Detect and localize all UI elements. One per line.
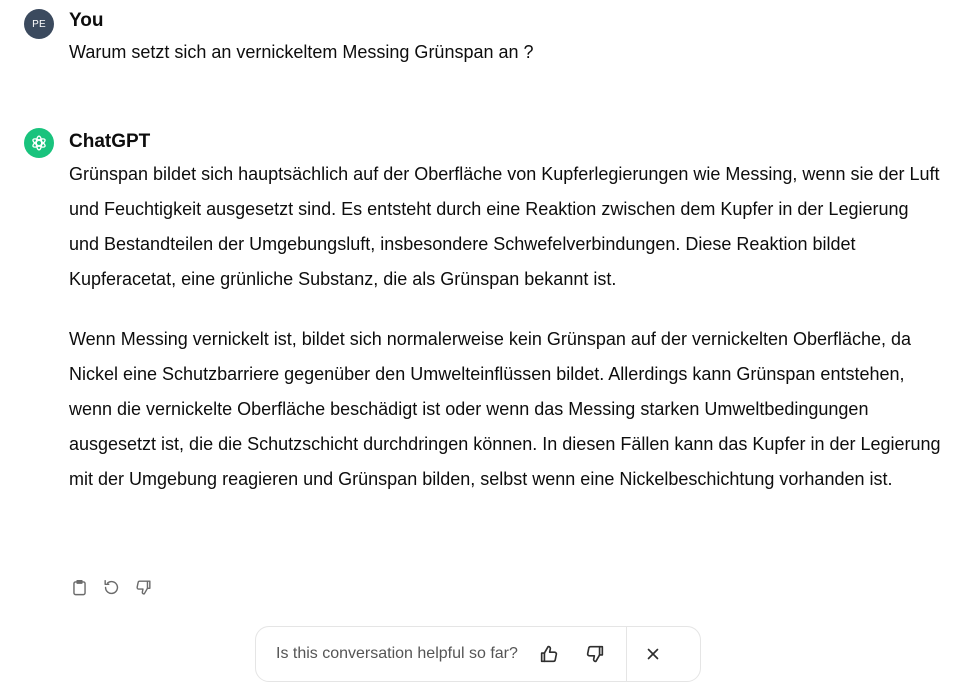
- feedback-question: Is this conversation helpful so far?: [276, 645, 518, 662]
- assistant-message-text: [69, 157, 943, 522]
- user-avatar: [24, 9, 54, 39]
- thumbs-down-icon[interactable]: [581, 640, 609, 668]
- feedback-divider: [626, 627, 627, 681]
- user-author-name: You: [69, 10, 104, 31]
- copy-icon[interactable]: [68, 576, 90, 598]
- thumbs-down-icon[interactable]: [132, 576, 154, 598]
- regenerate-icon[interactable]: [100, 576, 122, 598]
- user-avatar-initials: PE: [32, 18, 46, 30]
- answer-paragraph: Grünspan bildet sich hauptsächlich auf der Oberfläche von Kupferlegierungen wie Messing, wenn sie der Luft und Feuchtigkeit ausgesetzt sind. Es entsteht durch eine Reaktion zwischen dem Kupfer in der Legierung und Bestandteilen der Umgebungsluft, insbesondere Schwefelverbindungen. Diese Reaktion bildet Kupferacetat, eine grünliche Substanz, die als Grünspan bekannt ist.: [69, 164, 940, 289]
- assistant-author-name: ChatGPT: [69, 131, 151, 152]
- message-actions: [68, 576, 154, 598]
- user-message-text: Warum setzt sich an vernickeltem Messing Grünspan an ?: [69, 42, 534, 62]
- close-icon[interactable]: [639, 640, 667, 668]
- feedback-bar: [255, 626, 701, 682]
- thumbs-up-icon[interactable]: [535, 640, 563, 668]
- openai-logo-icon: [24, 128, 54, 158]
- answer-paragraph: Wenn Messing vernickelt ist, bildet sich normalerweise kein Grünspan auf der vernickelten Oberfläche, da Nickel eine Schutzbarriere gegenüber den Umwelteinflüssen bildet. Allerdings kann Grünspan entstehen, wenn die vernickelte Oberfläche beschädigt ist oder wenn das Messing starken Umweltbedingungen ausgesetzt ist, die die Schutzschicht durchdringen können. In diesen Fällen kann das Kupfer in der Legierung mit der Umgebung reagieren und Grünspan bilden, selbst wenn eine Nickelbeschichtung vorhanden ist.: [69, 329, 941, 489]
